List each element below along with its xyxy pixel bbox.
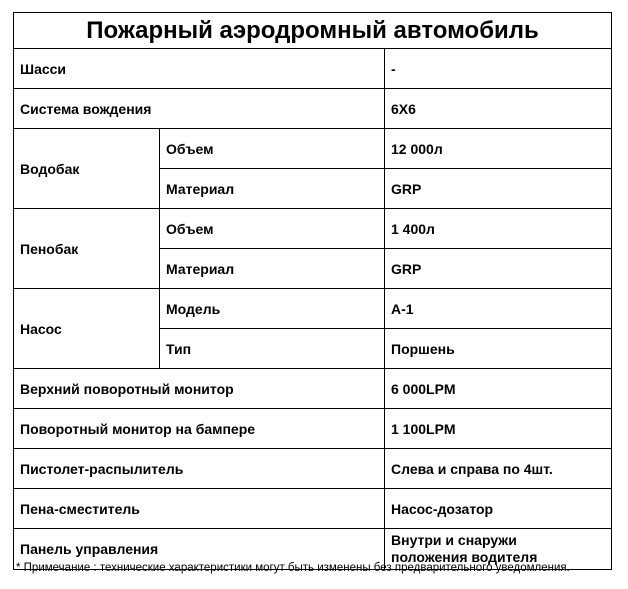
spec-table — [13, 12, 612, 570]
control-panel-value-line1: Внутри и снаружи — [391, 532, 517, 548]
control-panel-value-line2: положения водителя — [391, 549, 538, 565]
table-row — [14, 49, 612, 89]
row-value-pump-type: Поршень — [385, 329, 612, 369]
row-value-drive: 6X6 — [385, 89, 612, 129]
row-label-control-panel: Панель управления — [14, 529, 385, 570]
row-label-water-tank: Водобак — [14, 129, 160, 209]
title-row — [14, 13, 612, 49]
row-label-foam-mixer: Пена-сместитель — [14, 489, 385, 529]
row-value-bumper-monitor: 1 100LPM — [385, 409, 612, 449]
table-row — [14, 409, 612, 449]
sub-label-pump-type: Тип — [160, 329, 385, 369]
row-label-spray-gun: Пистолет-распылитель — [14, 449, 385, 489]
table-row — [14, 89, 612, 129]
row-label-foam-tank: Пенобак — [14, 209, 160, 289]
row-label-roof-monitor: Верхний поворотный монитор — [14, 369, 385, 409]
row-value-chassis: - — [385, 49, 612, 89]
row-value-water-material: GRP — [385, 169, 612, 209]
row-value-spray-gun: Слева и справа по 4шт. — [385, 449, 612, 489]
row-value-foam-material: GRP — [385, 249, 612, 289]
footnote: * Примечание : технические характеристики могут быть изменены без предварительного уведомления. — [16, 562, 570, 574]
row-value-roof-monitor: 6 000LPM — [385, 369, 612, 409]
sub-label-foam-volume: Объем — [160, 209, 385, 249]
sub-label-water-volume: Объем — [160, 129, 385, 169]
page-title: Пожарный аэродромный автомобиль — [14, 13, 612, 49]
table-row — [14, 449, 612, 489]
row-label-pump: Насос — [14, 289, 160, 369]
table-row — [14, 369, 612, 409]
row-label-bumper-monitor: Поворотный монитор на бампере — [14, 409, 385, 449]
row-label-drive: Система вождения — [14, 89, 385, 129]
table-row — [14, 489, 612, 529]
sub-label-water-material: Материал — [160, 169, 385, 209]
row-value-foam-mixer: Насос-дозатор — [385, 489, 612, 529]
row-value-foam-volume: 1 400л — [385, 209, 612, 249]
sub-label-pump-model: Модель — [160, 289, 385, 329]
table-row — [14, 209, 612, 249]
table-row — [14, 129, 612, 169]
row-value-pump-model: A-1 — [385, 289, 612, 329]
row-label-chassis: Шасси — [14, 49, 385, 89]
row-value-water-volume: 12 000л — [385, 129, 612, 169]
sub-label-foam-material: Материал — [160, 249, 385, 289]
table-row — [14, 289, 612, 329]
